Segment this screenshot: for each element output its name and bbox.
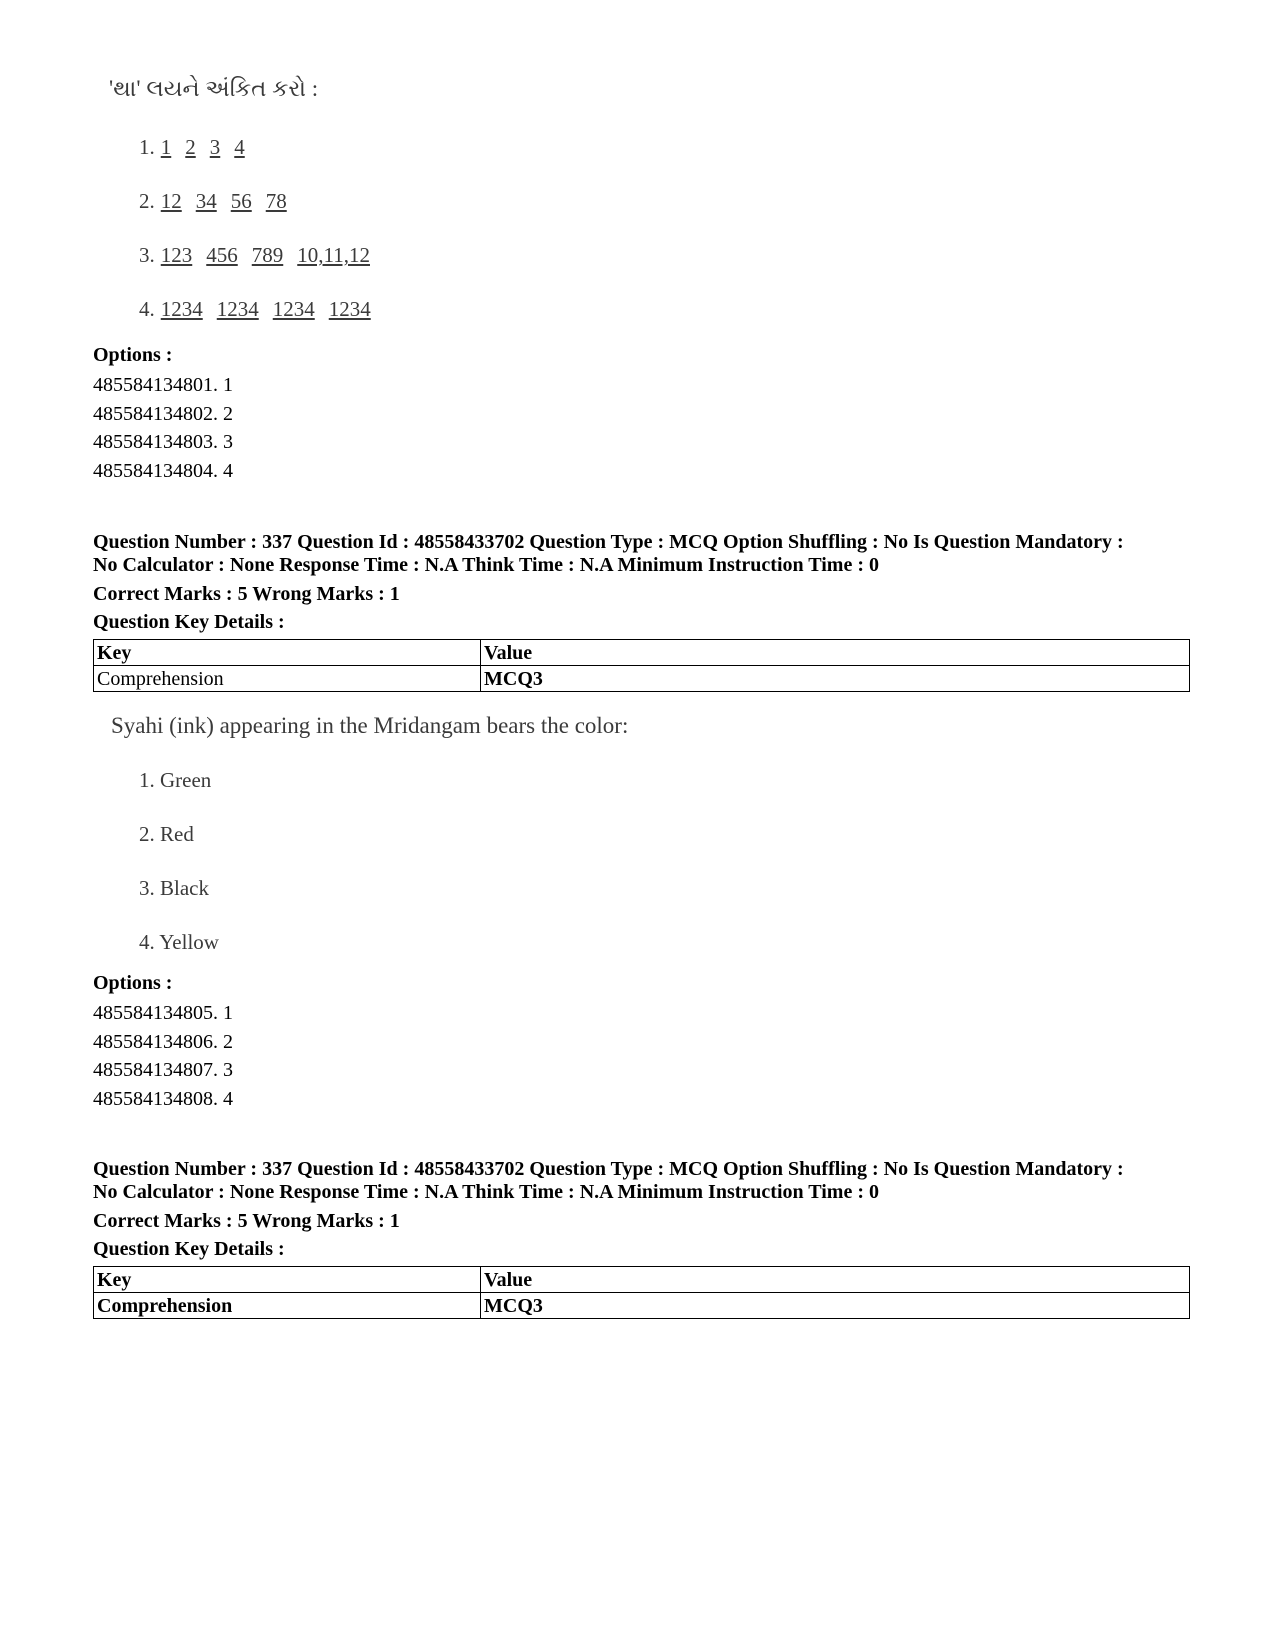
options-heading: Options : (93, 972, 173, 994)
option-line: 485584134807. 3 (93, 1059, 233, 1081)
choice-item: 4. 1234 1234 1234 1234 (139, 297, 371, 321)
option-line: 485584134805. 1 (93, 1002, 233, 1024)
question-meta-line1: Question Number : 337 Question Id : 48558433702 Question Type : MCQ Option Shuffling : No Is Question Mandatory : (93, 1158, 1124, 1180)
cell-value: MCQ3 (481, 666, 1190, 692)
question-choices (105, 132, 385, 348)
question-meta-line1: Question Number : 337 Question Id : 48558433702 Question Type : MCQ Option Shuffling : No Is Question Mandatory : (93, 531, 1124, 553)
key-details-heading: Question Key Details : (93, 1238, 285, 1260)
options-block-2 (93, 972, 1185, 1113)
options-heading: Options : (93, 344, 173, 366)
question-image-tha-laya (105, 76, 385, 348)
cell-key: Comprehension (94, 1293, 481, 1319)
choice-item: 1. 1 2 3 4 (139, 135, 245, 159)
question-image-syahi (105, 713, 628, 981)
question-meta-line2: No Calculator : None Response Time : N.A Think Time : N.A Minimum Instruction Time : 0 (93, 1181, 879, 1203)
choice-item: 2. 12 34 56 78 (139, 189, 287, 213)
key-details-table (93, 639, 1190, 692)
cell-key: Comprehension (94, 666, 481, 692)
question-choices (105, 765, 628, 981)
question-prompt: 'થા' લયને અંકિત કરો : (109, 76, 319, 101)
table-header-row (94, 640, 1190, 666)
options-block-1 (93, 344, 1185, 485)
option-line: 485584134801. 1 (93, 374, 233, 396)
table-header-row (94, 1267, 1190, 1293)
header-value: Value (481, 1267, 1190, 1293)
header-key: Key (94, 640, 481, 666)
header-value: Value (481, 640, 1190, 666)
key-details-table (93, 1266, 1190, 1319)
marks-line: Correct Marks : 5 Wrong Marks : 1 (93, 583, 400, 605)
header-key: Key (94, 1267, 481, 1293)
question-meta-line2: No Calculator : None Response Time : N.A Think Time : N.A Minimum Instruction Time : 0 (93, 554, 879, 576)
option-line: 485584134804. 4 (93, 459, 233, 482)
question-meta-2 (93, 531, 1185, 692)
question-prompt: Syahi (ink) appearing in the Mridangam bears the color: (111, 713, 629, 738)
marks-line: Correct Marks : 5 Wrong Marks : 1 (93, 1210, 400, 1232)
option-line: 485584134802. 2 (93, 402, 233, 425)
choice-item: 3. 123 456 789 10,11,12 (139, 243, 370, 267)
option-line: 485584134803. 3 (93, 431, 233, 453)
choice-item: 2. Red (139, 822, 194, 846)
question-meta-3 (93, 1158, 1185, 1319)
option-line: 485584134806. 2 (93, 1030, 233, 1053)
choice-item: 3. Black (139, 876, 209, 900)
key-details-heading: Question Key Details : (93, 611, 285, 633)
option-line: 485584134808. 4 (93, 1087, 233, 1110)
table-row (94, 666, 1190, 692)
table-row (94, 1293, 1190, 1319)
choice-item: 1. Green (139, 768, 212, 792)
choice-item: 4. Yellow (139, 930, 219, 954)
cell-value: MCQ3 (481, 1293, 1190, 1319)
